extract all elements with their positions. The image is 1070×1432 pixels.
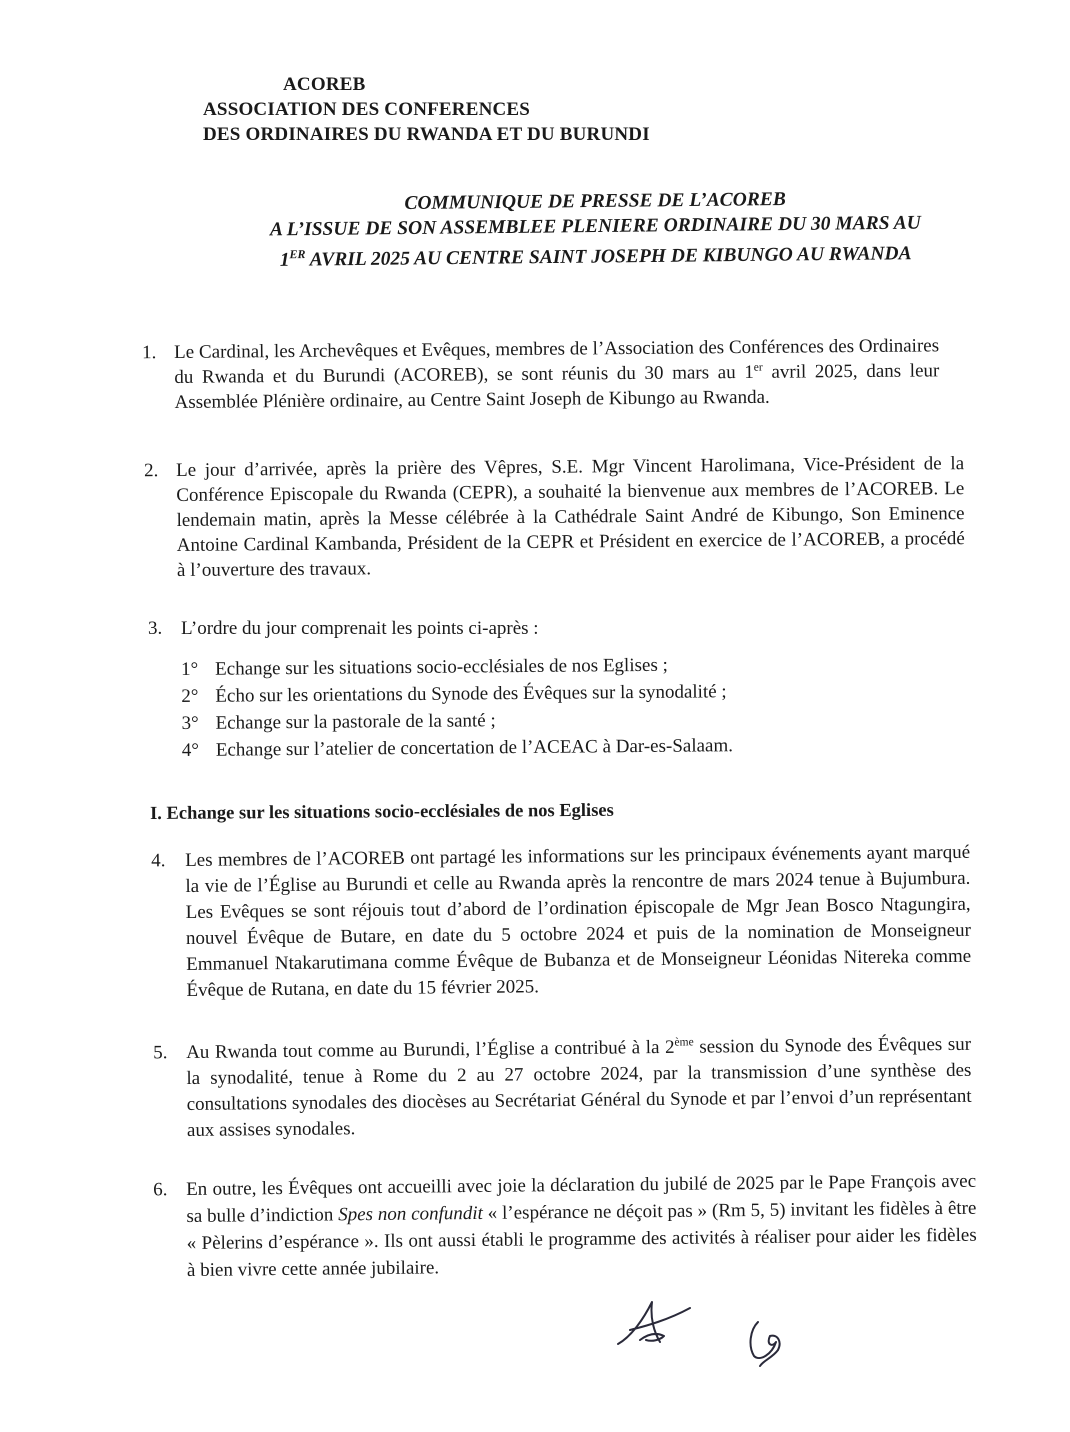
initial-mark-2: [751, 1322, 780, 1366]
paragraph-text: Le jour d’arrivée, après la prière des Vêpres, S.E. Mgr Vincent Harolimana, Vice-Président de la Conférence Episcopale du Rwanda (CEPR), a souhaité la bienvenue aux membres de l’ACOREB. Le lendemain matin, après la Messe célébrée à la Cathédrale Saint André de Kibungo, Son Eminence Antoine Cardinal Kambanda, Président de la CEPR et Président en exercice de l’ACOREB, a procédé à l’ouverture des travaux.: [176, 453, 965, 581]
agenda-ordinal: 4°: [181, 739, 200, 761]
title-line1: COMMUNIQUE DE PRESSE DE L’ACOREB: [404, 189, 786, 215]
paragraph-text: [186, 1168, 977, 1284]
agenda-ordinal: 1°: [181, 658, 199, 680]
title-line3-sup: ER: [289, 247, 306, 262]
section-heading: I. Echange sur les situations socio-ecclésiales de nos Eglises: [150, 800, 614, 824]
superscript: ème: [674, 1036, 694, 1049]
paragraph-text-part: Au Rwanda tout comme au Burundi, l’Église a contribué à la 2: [186, 1036, 675, 1063]
paragraph-text: L’ordre du jour comprenait les points ci-après :: [181, 618, 539, 639]
agenda-list: [181, 651, 733, 764]
italic-latin-title: Spes non confundit: [338, 1202, 484, 1226]
org-name-line2: DES ORDINAIRES DU RWANDA ET DU BURUNDI: [203, 124, 650, 145]
paragraph-text: [174, 333, 940, 415]
title-line3-day: 1: [279, 249, 290, 271]
organization-header: [203, 72, 650, 147]
paragraph-number: 3.: [148, 618, 163, 639]
paragraph-number: 1.: [142, 342, 157, 364]
agenda-text: Écho sur les orientations du Synode des Évêques sur la synodalité ;: [215, 681, 727, 707]
paragraph-text-part: session du Synode des Évêques sur la synodalité, tenue à Rome du 2 au 27 octobre 2024, par la transmission d’une synthèse des consultations synodales des diocèses au Secrétariat Général du Synode et par l’envoi d’un représentant aux assises synodales.: [186, 1033, 972, 1141]
paragraph-number: 6.: [153, 1179, 168, 1201]
paragraph-text-part: « l’espérance ne déçoit pas » (Rm 5, 5) invitant les fidèles à être « Pèlerins d’espérance ». Ils ont aussi établi le programme des activités à réaliser pour aider les fidèles à bien vivre cette année jubilaire.: [186, 1197, 977, 1281]
org-name-line1: ASSOCIATION DES CONFERENCES: [203, 99, 531, 120]
superscript: er: [753, 361, 763, 374]
org-acronym: ACOREB: [283, 74, 366, 95]
agenda-ordinal: 2°: [181, 685, 199, 707]
title-line3: [216, 235, 976, 273]
paragraph-text: [186, 1032, 972, 1144]
agenda-item: [182, 732, 733, 764]
handwritten-initials: [610, 1296, 810, 1376]
paragraph-number: 4.: [151, 850, 166, 872]
press-release-title: [215, 185, 976, 273]
paragraph-3: [148, 616, 781, 641]
agenda-text: Echange sur la pastorale de la santé ;: [215, 710, 496, 734]
paragraph-number: 2.: [144, 460, 159, 482]
paragraph-text: Les membres de l’ACOREB ont partagé les informations sur les principaux événements ayant marqué la vie de l’Église au Burundi et celle au Rwanda après la rencontre de mars 2024 tenue à Bujumbura. Les Evêques se sont réjouis tout d’abord de l’ordination épiscopale de Mgr Jean Bosco Ntagungira, nouvel Évêque de Butare, en date du 5 octobre 2024 et puis de la nomination de Monseigneur Emmanuel Ntakarutimana comme Évêque de Bubanza et de Monseigneur Léonidas Nitereka comme Évêque de Rutana, en date du 15 février 2025.: [185, 841, 972, 1001]
initial-mark-1: [618, 1302, 690, 1344]
agenda-item: [181, 678, 732, 710]
paragraph-text-part: Le Cardinal, les Archevêques et Evêques, membres de l’Association des Conférences des Ordinaires du Rwanda et du Burundi (ACOREB), se sont réunis du 30 mars au 1: [174, 335, 940, 388]
paragraph-2: [144, 451, 965, 583]
paragraph-1: [142, 333, 940, 415]
agenda-text: Echange sur les situations socio-ecclésiales de nos Eglises ;: [215, 654, 668, 680]
agenda-ordinal: 3°: [181, 712, 199, 734]
paragraph-5: [153, 1032, 972, 1144]
title-line3-rest: AVRIL 2025 AU CENTRE SAINT JOSEPH DE KIBUNGO AU RWANDA: [305, 243, 912, 271]
paragraph-4: [151, 840, 972, 1004]
paragraph-text-part: En outre, les Évêques ont accueilli avec joie la déclaration du jubilé de 2025 par le Pape François avec sa bulle d’indiction: [186, 1170, 977, 1227]
title-line2: A L’ISSUE DE SON ASSEMBLEE PLENIERE ORDINAIRE DU 30 MARS AU: [269, 212, 921, 241]
paragraph-6: [153, 1168, 977, 1284]
agenda-text: Echange sur l’atelier de concertation de l’ACEAC à Dar-es-Salaam.: [215, 735, 734, 761]
paragraph-text-part: avril 2025, dans leur Assemblée Plénière ordinaire, au Centre Saint Joseph de Kibungo au Rwanda.: [174, 360, 940, 413]
paragraph-number: 5.: [153, 1042, 168, 1064]
